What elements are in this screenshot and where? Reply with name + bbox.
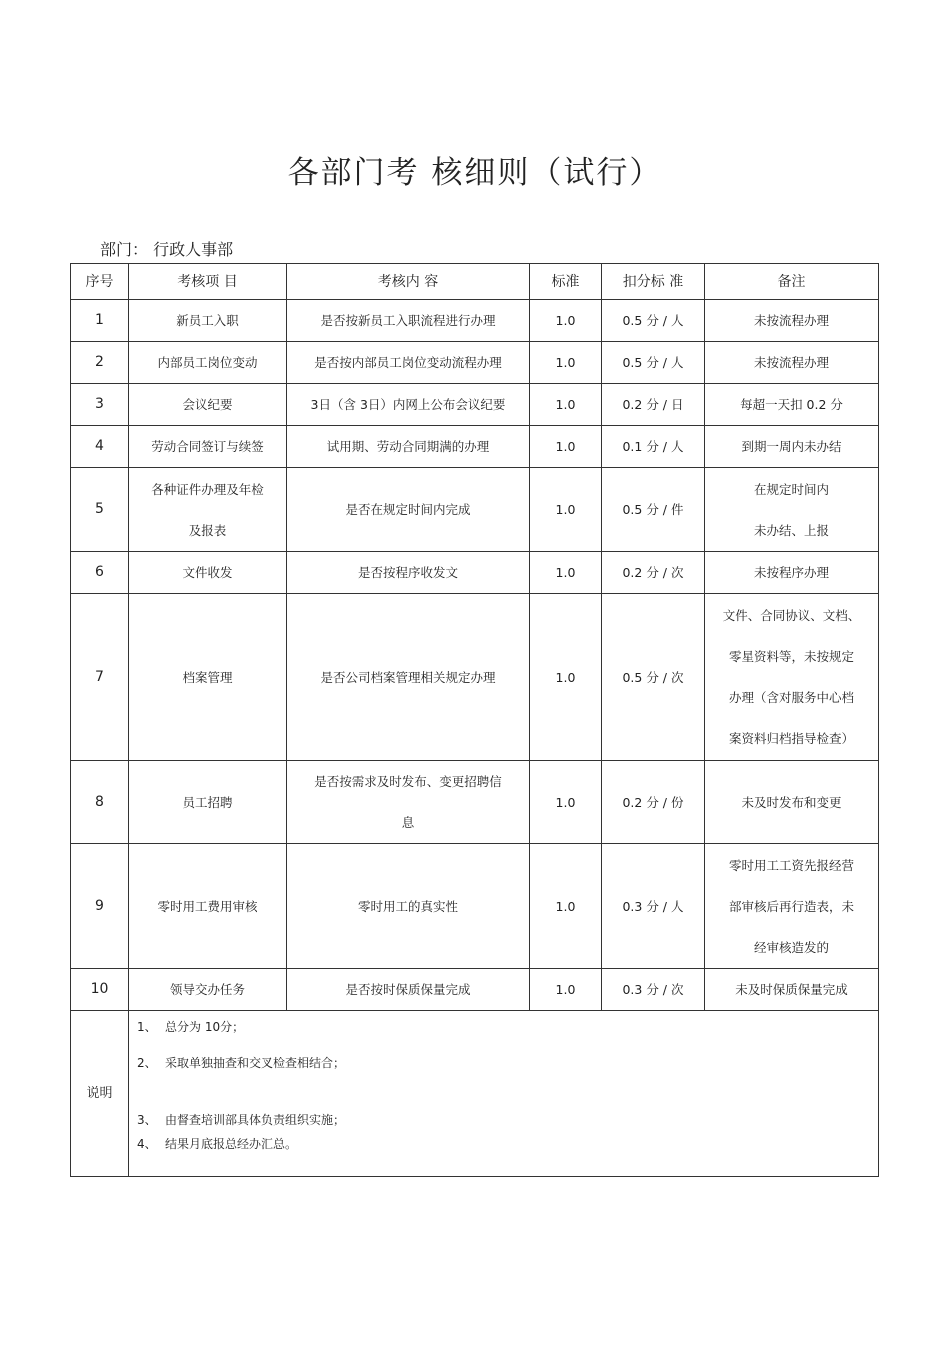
row-content [287, 594, 530, 761]
table-row [71, 384, 879, 426]
header-no: 序号 [71, 264, 129, 300]
row-item-line: 领导交办任务 [169, 982, 245, 997]
row-remark-line: 办理（含对服务中心档 [728, 690, 854, 705]
notes-content [129, 1011, 879, 1177]
row-item [129, 300, 287, 342]
note-text: 总分为 10分； [165, 1020, 245, 1034]
row-remark [705, 844, 879, 969]
row-number: 6 [71, 552, 129, 594]
row-remark-line: 未按流程办理 [753, 355, 829, 370]
row-content [287, 384, 530, 426]
table-row [71, 468, 879, 552]
row-number: 9 [71, 844, 129, 969]
row-content [287, 844, 530, 969]
row-remark-line: 未及时发布和变更 [741, 794, 842, 810]
row-content-line: 是否按需求及时发布、变更招聘信 [314, 774, 502, 789]
note-text: 由督查培训部具体负责组织实施； [165, 1113, 346, 1127]
row-content [287, 969, 530, 1011]
row-item-line: 新员工入职 [176, 313, 239, 328]
row-remark [705, 468, 879, 552]
row-content-line: 零时用工的真实性 [357, 898, 458, 914]
row-deduct: 0.1 分 / 人 [602, 426, 705, 468]
row-item-line: 内部员工岗位变动 [157, 355, 258, 370]
row-standard: 1.0 [530, 761, 602, 844]
note-number: 4、 [137, 1137, 157, 1151]
row-remark [705, 594, 879, 761]
header-remark: 备注 [705, 264, 879, 300]
row-number: 1 [71, 300, 129, 342]
row-remark-line: 案资料归档指导检查） [728, 731, 854, 746]
row-number: 10 [71, 969, 129, 1011]
row-number: 3 [71, 384, 129, 426]
row-item [129, 384, 287, 426]
table-row [71, 761, 879, 844]
row-item-line: 劳动合同签订与续签 [151, 439, 264, 454]
row-remark-line: 经审核造发的 [753, 939, 829, 955]
table-row [71, 844, 879, 969]
note-item [137, 1053, 878, 1073]
note-text: 采取单独抽查和交叉检查相结合； [165, 1056, 346, 1070]
row-deduct: 0.5 分 / 人 [602, 300, 705, 342]
document-title: 各部门考 核细则（试行） [287, 155, 663, 191]
row-remark [705, 342, 879, 384]
row-standard: 1.0 [530, 969, 602, 1011]
row-remark-line: 在规定时间内 [753, 481, 829, 497]
row-content-line: 是否按时保质保量完成 [345, 982, 471, 997]
row-deduct: 0.2 分 / 日 [602, 384, 705, 426]
row-remark-line: 未办结、上报 [753, 522, 829, 538]
row-item [129, 342, 287, 384]
row-number: 7 [71, 594, 129, 761]
table-row [71, 426, 879, 468]
row-item-line: 零时用工费用审核 [157, 898, 258, 914]
row-standard: 1.0 [530, 552, 602, 594]
row-standard: 1.0 [530, 342, 602, 384]
row-content [287, 300, 530, 342]
row-standard: 1.0 [530, 844, 602, 969]
row-content-line: 息 [401, 815, 415, 830]
row-item [129, 468, 287, 552]
row-remark-line: 部审核后再行造表，未 [728, 898, 854, 914]
row-content-line: 是否在规定时间内完成 [345, 502, 471, 517]
row-content-line: 是否按新员工入职流程进行办理 [320, 313, 496, 328]
row-standard: 1.0 [530, 426, 602, 468]
note-number: 2、 [137, 1056, 157, 1070]
row-item-line: 档案管理 [182, 669, 233, 685]
row-remark-line: 未及时保质保量完成 [735, 982, 848, 997]
row-content-line: 是否按内部员工岗位变动流程办理 [314, 355, 502, 370]
row-deduct: 0.5 分 / 件 [602, 468, 705, 552]
row-remark [705, 969, 879, 1011]
row-deduct: 0.2 分 / 次 [602, 552, 705, 594]
row-item-line: 文件收发 [182, 565, 233, 580]
note-item [137, 1110, 878, 1130]
row-item [129, 844, 287, 969]
row-standard: 1.0 [530, 384, 602, 426]
note-item [137, 1017, 878, 1037]
note-number: 1、 [137, 1020, 157, 1034]
row-item [129, 426, 287, 468]
row-remark-line: 到期一周内未办结 [741, 439, 842, 454]
row-standard: 1.0 [530, 468, 602, 552]
row-item-line: 会议纪要 [182, 397, 233, 412]
table-row [71, 300, 879, 342]
notes-row [71, 1011, 879, 1177]
row-remark-line: 文件、合同协议、文档、 [722, 608, 861, 623]
row-content [287, 342, 530, 384]
table-row [71, 594, 879, 761]
notes-label: 说明 [71, 1011, 129, 1177]
table-header-row [71, 264, 879, 300]
row-content-line: 是否公司档案管理相关规定办理 [320, 669, 496, 685]
row-deduct: 0.5 分 / 人 [602, 342, 705, 384]
row-number: 8 [71, 761, 129, 844]
table-row [71, 552, 879, 594]
row-remark-line: 每超一天扣 0.2 分 [740, 397, 843, 412]
row-deduct: 0.3 分 / 人 [602, 844, 705, 969]
row-item-line: 员工招聘 [182, 794, 233, 810]
row-deduct: 0.5 分 / 次 [602, 594, 705, 761]
row-number: 5 [71, 468, 129, 552]
row-item [129, 969, 287, 1011]
row-content-line: 3日（含 3日）内网上公布会议纪要 [310, 397, 506, 412]
row-content-line: 是否按程序收发文 [357, 565, 458, 580]
header-content: 考核内 容 [287, 264, 530, 300]
header-deduct: 扣分标 准 [602, 264, 705, 300]
row-remark [705, 552, 879, 594]
row-item [129, 594, 287, 761]
header-item: 考核项 目 [129, 264, 287, 300]
row-number: 4 [71, 426, 129, 468]
row-content [287, 761, 530, 844]
row-item-line: 及报表 [188, 522, 227, 538]
note-item [137, 1134, 878, 1154]
table-row [71, 969, 879, 1011]
assessment-table [70, 263, 879, 1177]
row-remark [705, 426, 879, 468]
row-remark-line: 未按流程办理 [753, 313, 829, 328]
row-item [129, 552, 287, 594]
department-label: 部门： 行政人事部 [100, 240, 234, 259]
row-deduct: 0.3 分 / 次 [602, 969, 705, 1011]
row-remark [705, 300, 879, 342]
row-content [287, 468, 530, 552]
row-content [287, 426, 530, 468]
row-remark [705, 384, 879, 426]
row-deduct: 0.2 分 / 份 [602, 761, 705, 844]
row-remark [705, 761, 879, 844]
note-number: 3、 [137, 1113, 157, 1127]
row-item [129, 761, 287, 844]
row-item-line: 各种证件办理及年检 [151, 481, 264, 497]
table-row [71, 342, 879, 384]
row-content [287, 552, 530, 594]
header-standard: 标准 [530, 264, 602, 300]
row-standard: 1.0 [530, 594, 602, 761]
row-content-line: 试用期、劳动合同期满的办理 [326, 439, 490, 454]
row-remark-line: 未按程序办理 [753, 565, 829, 580]
row-remark-line: 零时用工工资先报经营 [728, 857, 854, 873]
row-number: 2 [71, 342, 129, 384]
row-remark-line: 零星资料等，未按规定 [728, 649, 854, 664]
note-text: 结果月底报总经办汇总。 [165, 1137, 298, 1151]
row-standard: 1.0 [530, 300, 602, 342]
